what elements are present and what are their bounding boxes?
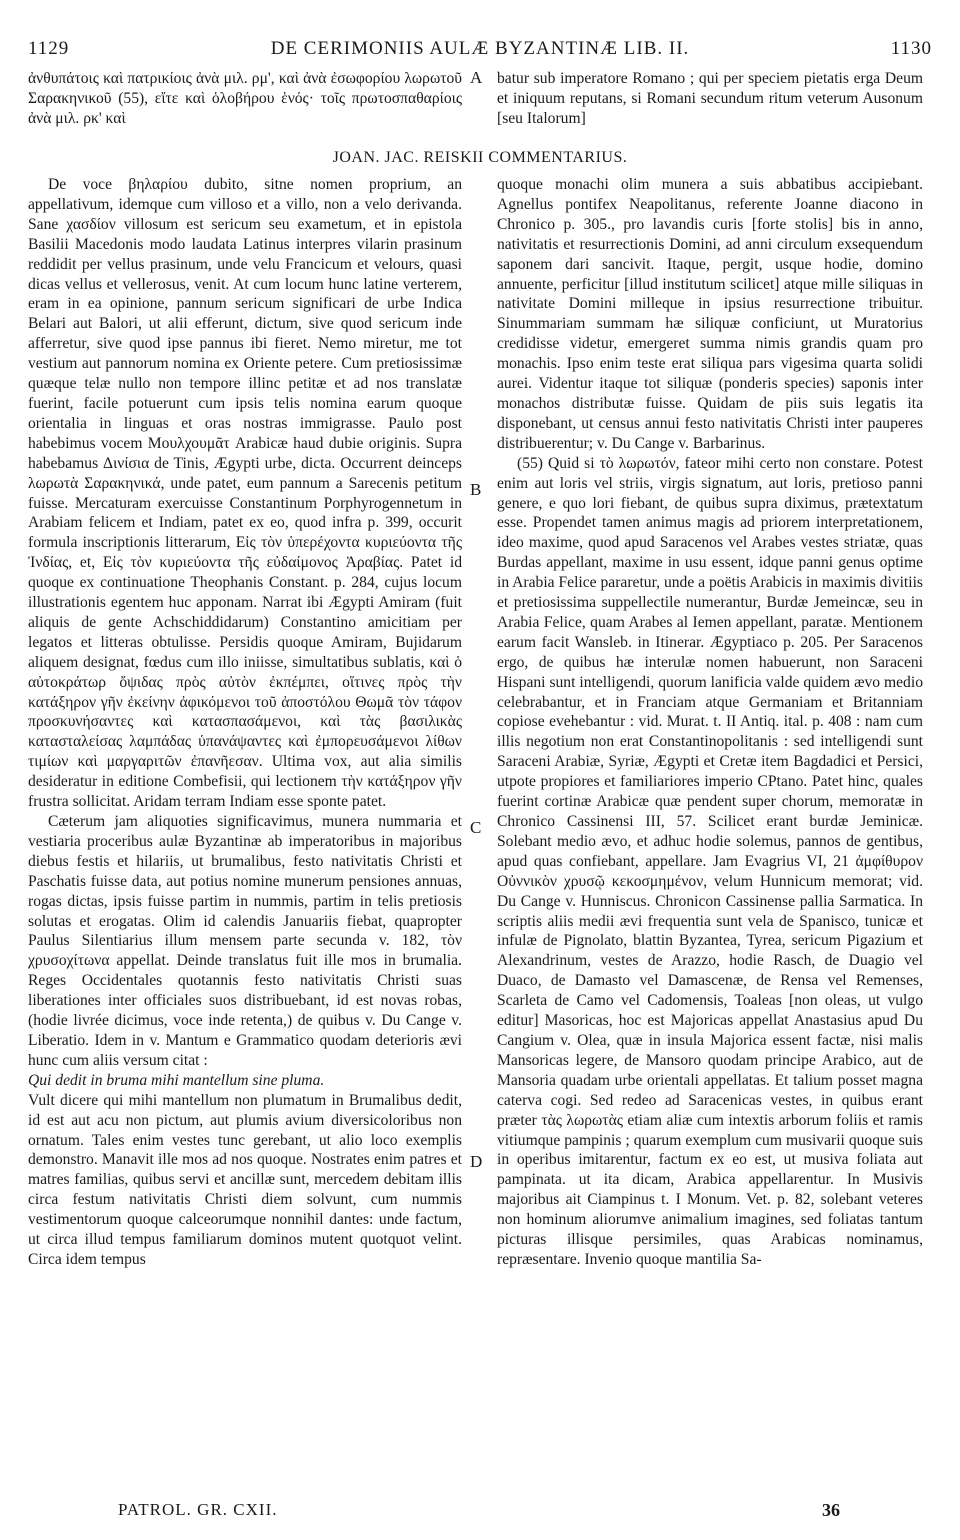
commentary-heading: JOAN. JAC. REISKII COMMENTARIUS.	[332, 149, 628, 166]
page-number-right: 1130	[890, 38, 932, 59]
commentary-column-left	[28, 175, 462, 1270]
text-paragraph: ἀνθυπάτοις καὶ πατρικίοις ἀνὰ μιλ. ρμ', καὶ ἀνὰ ἐσωφορίου λωρωτοῦ Σαρακηνικοῦ (55), εἴτε καὶ ὁλοβήρου ἑνός· τοῖς πρωτοσπαθαρίοις ἀνὰ μιλ. ρκ' καὶ	[28, 70, 462, 127]
footer-signature: 36	[822, 1500, 840, 1520]
running-title: DE CERIMONIIS AULÆ BYZANTINÆ LIB. II.	[270, 38, 690, 59]
margin-marker-b: B	[470, 480, 482, 499]
margin-marker-c: C	[470, 818, 482, 837]
text-column-right-top	[497, 69, 923, 129]
footer-series: PATROL. GR. CXII.	[118, 1500, 278, 1519]
verse-quote: Qui dedit in bruma mihi mantellum sine pluma.	[28, 1071, 325, 1089]
margin-marker-d: D	[470, 1152, 483, 1171]
commentary-paragraph: quoque monachi olim munera a suis abbatibus accipiebant. Agnellus pontifex Neapolitanus, referente Joanne diacono in Chronico p. 305., pro lavandis curis [forte stolis] bis in anno, nativitatis et resurrectionis Domini, ad anni circulum exsequendum saponem dari sancivit. Itaque, pergit, usque hodie, domino annuente, perficitur [illud institutum scilicet] atque mille siliquas in nativitate Domini milleque in ipsius resurrectione tribuitur. Sinummariam summam hæ siliquæ conficiunt, ut Muratorius credidisse videtur, emergeret summa nimis grandis quam pro monachis. Ipso enim teste erat siliqua pars vigesima quarta solidi aurei. Videntur itaque tot siliquæ (ponderis species) saponis inter monachos distributæ fuisse. Quidam de piis suis legatis ita disponebant, ut census annui festo nativitatis Christi inter pauperes distribuerentur; v. Du Cange v. Barbarinus.	[497, 176, 923, 452]
running-header	[28, 38, 932, 68]
text-paragraph: batur sub imperatore Romano ; qui per speciem pietatis erga Deum et iniquum reputans, si Romani secundum ritum veterum Ausonum [seu Italorum]	[497, 70, 923, 127]
margin-marker-a: A	[470, 68, 483, 87]
text-column-left-top	[28, 69, 462, 129]
page-number-left: 1129	[28, 38, 70, 59]
commentary-paragraph: Cæterum jam aliquoties significavimus, munera nummaria et vestiaria proceribus aulæ Byzantinæ ab imperatoribus in majoribus diebus festis et hilariis, ut brumalibus, festo nativitatis Christi et Paschatis fuisse data, aut potius nomine munerum pensiones annuas, rogas dictas, ipsis fuisse partim in nummis, partim in telis pretiosis solutas et erogatas. Olim id calendis Januariis fiebat, quapropter Paulus Silentiarius illum mensem parte secunda v. 182, τὸν χρυσοχίτωνα appellat. Deinde translatus fuit ille mos in brumalia. Reges Occidentales quotannis festo nativitatis Christi suas liberationes inter officiales suos distribuebant, id est novas robas, (hodie livrée dicimus, voce inde retenta,) de quibus v. Du Cange v. Liberatio. Idem in v. Mantum e Grammatico quodam deterioris ævi hunc cum aliis versum citat :	[28, 813, 462, 1069]
note-paragraph: (55) Quid si τὸ λωρωτόν, fateor mihi certo non constare. Potest enim aut loris vel striis, virgis signatum, aut loris, pretioso panni genere, e quo lori fiebant, de quibus supra diximus, prætextatum esse. Propendet tamen animus magis ad priorem interpretationem, ideo maxime, quod apud Saracenos vel Arabes vestes striatæ, quas Burdas appellant, maxime in usu essent, idque panni genus optime in Arabia Felice pararetur, unde a poëtis Arabicis in maximis divitiis et pretiosissima suppellectile numerantur, Burdæ Jemeincæ, seu in Arabia Felice, quam Arabes al Iemen appellant, paratæ. Mentionem earum facit Wansleb. in Itinerar. Ægyptiaco p. 205. Per Saracenos ergo, de quibus hæ interulæ nomen habuerunt, non Saraceni Hispani sunt intelligendi, quorum lanificia valde quidem ævo medio celebrabantur, et in Franciam atque Germaniam et Britanniam copiose evehebantur : vid. Murat. t. II Antiq. ital. p. 408 : nam cum illis negotium non erat Constantinopolitanis : sed intelligendi sunt Saraceni Arabiæ, Syriæ, Ægypti et Cretæ item Bagdadici et Persici, utpote propiores et familiariores imperio CPtano. Patet hinc, quales fuerint cortinæ Arabicæ quæ pendent super chorum, memoratæ in Chronico Cassinensi III, 57. Scilicet erant burdæ Jeminicæ. Solebant medio ævo, et adhuc hodie solemus, pannos de gentibus, apud quas confiebant, appellare. Jam Evagrius VI, 21 ἀμφίθυρον Οὐννικὸν χρυσῷ κεκοσμημένον, velum Hunnicum memorat; vid. Du Cange v. Hunniscus. Chronicon Cassinense pallia Sarmatica. In scriptis aliis medii ævi frequentia sunt vela de Spanisco, tunicæ et infulæ de Pignolato, blattin Byzantea, Tyrea, sericum Pigazium et Alexandrinum, vestes de Arazzo, hodie Rasch, de Duagio vel Duaco, de Damasto vel Damascenæ, de Rensa vel Remenses, Scarleta de Camo vel Cadomensis, Toaleas [non oleas, ut vulgo editur] Masoricas, hoc est Majoricas appellat Anastasius apud Du Cangium v. Olea, quæ in insula Majorica essent factæ, nisi malis Mansoricas legere, de Mansoro quodam principe Arabico, aut de Mansoria quadam urbe orientali appellatas. Et talium posset magna caterva cogi. Sed redeo ad Saracenicas vestes, in quibus erant præter τὰς λωρωτὰς etiam aliæ cum intextis arborum foliis et ramis vitiumque pampinis ; quarum exemplum cum musivarii quoque suis in operibus imitarentur, factum ex eo est, ut musiva foliata aut pampinata. ut ita dicam, Arabica appellarentur. In Musivis majoribus ait Ciampinus t. I Monum. Vet. p. 82, solebant veteres non hominum aliorumve animalium imagines, sed foliatas tantum picturas illisque persimiles, quas Arabicas nominamus, repræsentare. Invenio quoque mantilia Sa-	[497, 454, 923, 1268]
commentary-paragraph: Vult dicere qui mihi mantellum non plumatum in Brumalibus dedit, id est aut acu non pictum, aut plumis avium diversicoloribus non ornatum. Tales enim vestes tunc gerebant, ut alio loco exemplis demonstro. Manavit ille mos ad nos quoque. Nostrates enim patres et matres familias, quibus servi et ancillæ sunt, mercedem debitam illis circa festum nativitatis Christi diem solvunt, cum nummis vestimentorum quoque calceorumque nonnihil dantes: unde factum, ut circa illud tempus familiarum dominos mutent quotquot velint. Circa idem tempus	[28, 1091, 462, 1268]
commentary-paragraph: De voce βηλαρίου dubito, sitne nomen proprium, an appellativum, idemque cum villoso et a villo, non a velo derivanda. Sane χασδίον villosum est sericum seu exametum, et in epistola Basilii Macedonis modo laudata Latinus interpres vilarin prasinum reddidit per vellus prasinum, unde velu Francicum et velours, quasi dicas vellus et vellerosus, venit. At cum locum hunc latine verterem, eram in ea opinione, pannum sericum significari de urbe Indica Belari aut Balori, ut alii efferunt, dictum, sive quod sericum inde afferretur, sive quod ipse pannus ibi fieret. Nemo miretur, me tot vestium aut pannorum nomina ex Oriente petere. Cum pretiosissimæ quæque telæ nullo non tempore illinc petitæ et ad nos translatæ fuerint, facile potuerunt cum ipsis telis nomina earum quoque orientalia in linguas et oras nostras immigrasse. Paulo post habebimus vocem Μουλχουμᾶτ Arabicæ haud dubie originis. Supra habebamus Δινίσια de Tinis, Ægypti urbe, dicta. Occurrent deinceps λωρωτὰ Σαρακηνικά, unde patet, eum pannum a Sarecenis petitum fuisse. Mercaturam exercuisse Constantinum Porphyrogennetum in Arabiam felicem et Indiam, patet ex eo, quod infra p. 399, occurit formula inscriptionis litterarum, Εἰς τὸν ὑπερέχοντα κυριεύοντα τῆς Ἰνδίας, et, Εἰς τὸν κυριεύοντα τῆς εὐδαίμονος Ἀραβίας. Patet id quoque ex continuatione Theophanis Constant. p. 284, cujus locum illustrationis egentem huc apponam. Narrat ibi Ægypti Amiram (fuit aliquis de gente Achschiddidarum) Constantino amicitiam per legatos et litteras obtulisse. Persidis quoque Amiram, Bujidarum aliquem designat, fœdus cum illo iniisse, simultatibus sublatis, καὶ ὁ αὐτοκράτωρ ὄψιδας πρὸς αὐτὸν ἐκπέμπει, οἵτινες πρὸς τὴν κατάξηρον γῆν ἐκείνην ἀφικόμενοι τοῦ ἀποστόλου Θωμᾶ τὸν τάφον προσκυνήσαντες καὶ κατασπασάμενοι, καὶ τὰς βασιλικὰς κατασταλείσας λαμπάδας ὑπανάψαντες καὶ ἐμπορευσάμενοι λίθων τιμίων καὶ μαργαριτῶν ἐπανῆεσαν. Ultima vox, aut alia similis desideratur in editione Combefisii, qui lectionem τὴν κατάξηρον γῆν frustra sollicitat. Aridam terram Indiam esse sponte patet.	[28, 176, 462, 811]
commentary-column-right	[497, 175, 923, 1270]
